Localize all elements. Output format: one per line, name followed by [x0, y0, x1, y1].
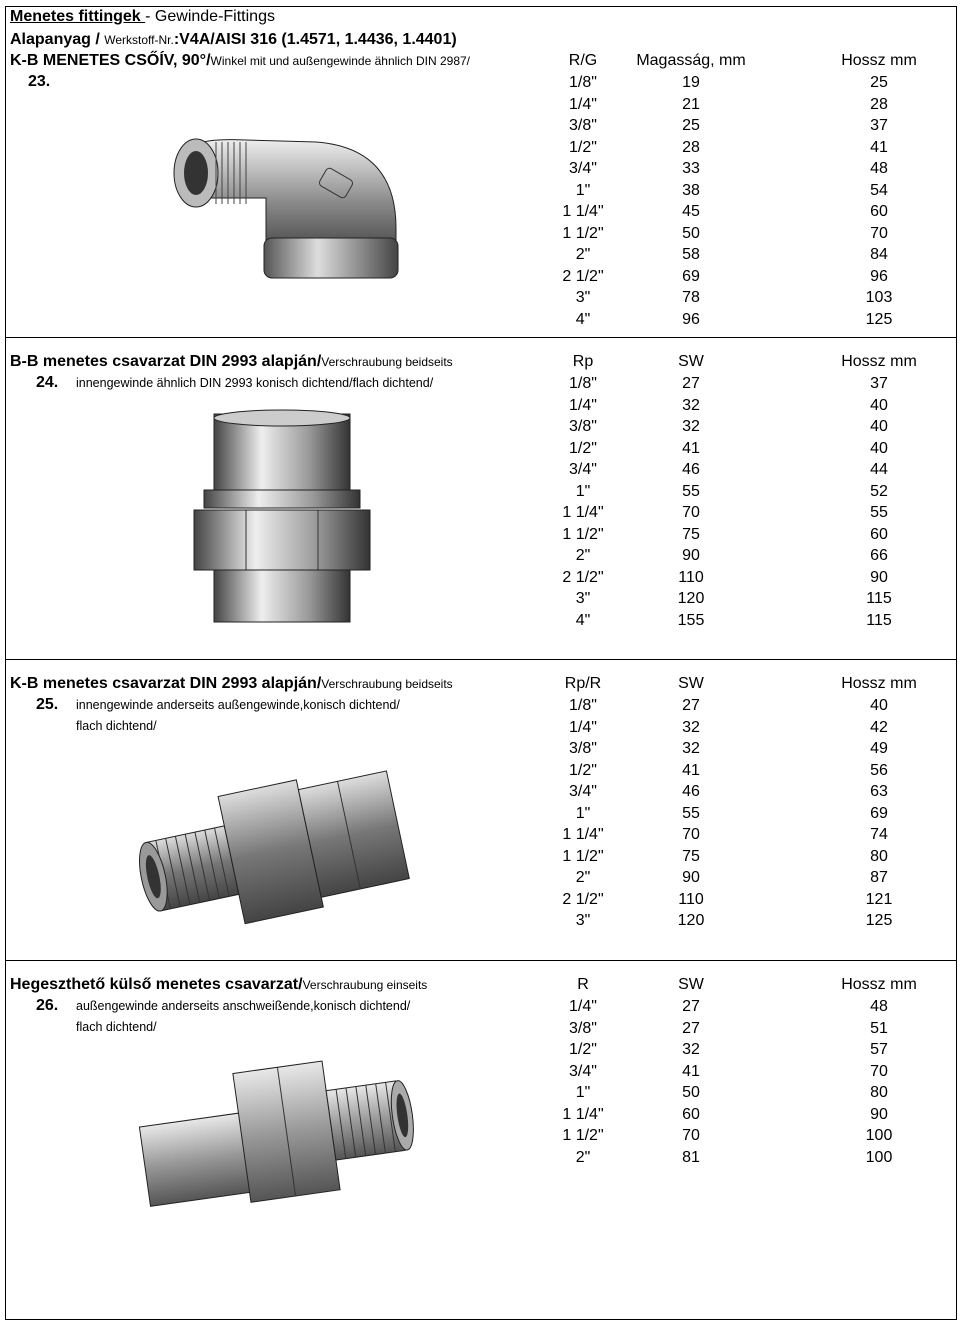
table-cell: 52 — [870, 482, 888, 500]
section-26-title: Hegeszthető külső menetes csavarzat/Verschraubung einseits — [10, 976, 428, 993]
table-cell: 100 — [865, 1148, 893, 1166]
table-cell: 69 — [682, 267, 700, 285]
table-cell: 75 — [682, 847, 700, 865]
table-cell: 57 — [870, 1041, 888, 1058]
material-label: Alapanyag / — [10, 31, 105, 48]
weld-union-image — [132, 1048, 422, 1224]
header-line-2 — [10, 30, 457, 50]
table-cell: 125 — [865, 310, 893, 328]
section-23-number: 23. — [28, 73, 51, 90]
section-23-title: K-B MENETES CSŐÍV, 90°/Winkel mit und außengewinde ähnlich DIN 2987/ — [10, 52, 471, 69]
section-25-col-2: SW — [678, 675, 704, 692]
table-cell: 80 — [870, 847, 888, 865]
table-cell: 21 — [682, 95, 700, 113]
table-cell: 80 — [870, 1084, 888, 1101]
table-cell: 69 — [870, 804, 888, 822]
section-24-col-3: Hossz mm — [841, 353, 917, 370]
table-cell: 70 — [682, 826, 700, 843]
table-cell: 32 — [682, 718, 700, 736]
divider-2 — [6, 659, 957, 660]
table-cell: 1/2" — [569, 439, 597, 457]
section-25-title: K-B menetes csavarzat DIN 2993 alapján/Verschraubung beidseits — [10, 675, 453, 692]
section-24-number: 24. — [36, 374, 59, 391]
table-cell: 41 — [870, 138, 888, 156]
table-cell: 3/8" — [569, 1019, 597, 1037]
table-cell: 110 — [678, 890, 704, 908]
table-cell: 41 — [682, 439, 700, 457]
section-25-col-1: Rp/R — [564, 675, 602, 692]
table-cell: 90 — [682, 869, 700, 886]
divider-3 — [6, 960, 957, 961]
table-cell: 25 — [870, 74, 888, 91]
table-cell: 55 — [682, 482, 700, 500]
table-cell: 1/2" — [569, 138, 597, 156]
section-24-title: B-B menetes csavarzat DIN 2993 alapján/Verschraubung beidseits — [10, 353, 453, 370]
table-cell: 3" — [575, 590, 591, 607]
table-cell: 27 — [682, 998, 700, 1015]
section-26-number: 26. — [36, 997, 59, 1014]
table-cell: 96 — [870, 267, 888, 285]
table-cell: 1/4" — [569, 95, 597, 113]
table-cell: 1/8" — [569, 74, 597, 91]
table-cell: 41 — [682, 1062, 700, 1080]
header-title-de: - Gewinde-Fittings — [145, 8, 275, 25]
material-label-de: Werkstoff-Nr. — [104, 33, 174, 47]
table-cell: 1/4" — [569, 396, 597, 414]
table-cell: 50 — [682, 224, 700, 242]
table-cell: 78 — [682, 289, 700, 306]
table-cell: 63 — [870, 783, 888, 800]
table-cell: 1 1/2" — [562, 1127, 604, 1144]
table-cell: 1/4" — [569, 998, 597, 1015]
table-cell: 32 — [682, 418, 700, 435]
section-25-col-3: Hossz mm — [841, 675, 917, 692]
table-cell: 84 — [870, 246, 888, 263]
table-cell: 74 — [870, 826, 888, 843]
section-25-number: 25. — [36, 696, 59, 713]
table-cell: 2 1/2" — [562, 890, 604, 908]
table-cell: 58 — [682, 246, 700, 263]
table-cell: 1/2" — [569, 1041, 597, 1058]
section-26-col-2: SW — [678, 976, 704, 993]
table-cell: 27 — [682, 697, 700, 714]
table-cell: 87 — [870, 869, 888, 886]
section-25-description: innengewinde anderseits außengewinde,konisch dichtend/ flach dichtend/ — [76, 698, 400, 733]
table-cell: 27 — [682, 1019, 700, 1037]
table-cell: 2" — [575, 869, 591, 886]
table-cell: 70 — [682, 1127, 700, 1144]
table-cell: 50 — [682, 1084, 700, 1101]
table-cell: 55 — [682, 804, 700, 822]
table-cell: 1" — [575, 482, 591, 500]
table-cell: 96 — [682, 310, 700, 328]
table-cell: 28 — [870, 95, 888, 113]
table-cell: 90 — [870, 1105, 888, 1123]
table-cell: 60 — [682, 1105, 700, 1123]
table-cell: 125 — [865, 912, 893, 929]
union-ff-drawing — [186, 406, 378, 630]
table-cell: 48 — [870, 998, 888, 1015]
material-spec: :V4A/AISI 316 (1.4571, 1.4436, 1.4401) — [173, 31, 457, 48]
table-cell: 1" — [575, 181, 591, 199]
table-cell: 115 — [866, 611, 892, 629]
section-24-col-2: SW — [678, 353, 704, 370]
union-fm-drawing — [130, 746, 418, 950]
table-cell: 32 — [682, 396, 700, 414]
table-cell: 1/8" — [569, 697, 597, 714]
table-cell: 120 — [677, 590, 705, 607]
table-cell: 51 — [870, 1019, 888, 1037]
table-cell: 55 — [870, 504, 888, 521]
elbow-fitting-drawing — [156, 118, 408, 304]
header-title: Menetes fittingek — [10, 8, 146, 25]
section-24-description: innengewinde ähnlich DIN 2993 konisch dichtend/flach dichtend/ — [76, 376, 434, 390]
table-cell: 4" — [575, 611, 591, 629]
section-23-col-2: Magasság, mm — [636, 52, 746, 69]
table-cell: 41 — [682, 761, 700, 779]
table-cell: 75 — [682, 525, 700, 543]
table-cell: 103 — [865, 289, 893, 306]
table-cell: 33 — [682, 160, 700, 177]
table-cell: 1 1/4" — [562, 1105, 604, 1123]
table-cell: 45 — [682, 203, 700, 220]
table-cell: 90 — [870, 568, 888, 586]
table-cell: 66 — [870, 547, 888, 564]
table-cell: 46 — [682, 461, 700, 478]
table-cell: 25 — [682, 117, 700, 134]
table-cell: 60 — [870, 203, 888, 220]
table-cell: 120 — [677, 912, 705, 929]
table-cell: 3/4" — [569, 1062, 597, 1080]
table-cell: 1" — [575, 804, 591, 822]
table-cell: 3/8" — [569, 418, 597, 435]
table-cell: 3/4" — [569, 461, 597, 478]
table-cell: 1 1/2" — [562, 525, 604, 543]
table-cell: 2" — [575, 1148, 591, 1166]
table-cell: 90 — [682, 547, 700, 564]
table-cell: 38 — [682, 181, 700, 199]
table-cell: 40 — [870, 418, 888, 435]
section-23-col-3: Hossz mm — [841, 52, 917, 69]
table-cell: 3/8" — [569, 740, 597, 757]
section-26-description: außengewinde anderseits anschweißende,konisch dichtend/ flach dichtend/ — [76, 999, 411, 1034]
table-cell: 2" — [575, 246, 591, 263]
table-cell: 60 — [870, 525, 888, 543]
table-cell: 37 — [870, 117, 888, 134]
table-cell: 28 — [682, 138, 700, 156]
table-cell: 1/8" — [569, 375, 597, 392]
table-cell: 46 — [682, 783, 700, 800]
table-cell: 4" — [575, 310, 591, 328]
divider-1 — [6, 337, 957, 338]
table-cell: 70 — [870, 1062, 888, 1080]
table-cell: 48 — [870, 160, 888, 177]
weld-union-drawing — [132, 1048, 422, 1224]
table-cell: 56 — [870, 761, 888, 779]
table-cell: 49 — [870, 740, 888, 757]
table-cell: 40 — [870, 439, 888, 457]
header-line-1 — [10, 7, 275, 27]
table-cell: 115 — [866, 590, 892, 607]
table-cell: 110 — [678, 568, 704, 586]
table-cell: 1" — [575, 1084, 591, 1101]
table-cell: 1 1/4" — [562, 203, 604, 220]
table-cell: 1/4" — [569, 718, 597, 736]
table-cell: 19 — [682, 74, 700, 91]
table-cell: 70 — [870, 224, 888, 242]
table-cell: 42 — [870, 718, 888, 736]
union-fm-image — [130, 746, 418, 950]
table-cell: 155 — [677, 611, 705, 629]
table-cell: 1/2" — [569, 761, 597, 779]
table-cell: 2" — [575, 547, 591, 564]
section-26-col-3: Hossz mm — [841, 976, 917, 993]
table-cell: 2 1/2" — [562, 267, 604, 285]
table-cell: 70 — [682, 504, 700, 521]
table-cell: 54 — [870, 181, 888, 199]
section-24-col-1: Rp — [572, 353, 594, 370]
table-cell: 32 — [682, 740, 700, 757]
table-cell: 2 1/2" — [562, 568, 604, 586]
table-cell: 3/4" — [569, 160, 597, 177]
section-26-col-1: R — [577, 976, 589, 993]
table-cell: 121 — [865, 890, 893, 908]
table-cell: 100 — [865, 1127, 893, 1144]
table-cell: 40 — [870, 396, 888, 414]
table-cell: 1 1/4" — [562, 826, 604, 843]
table-cell: 3" — [575, 289, 591, 306]
table-cell: 1 1/2" — [562, 224, 604, 242]
table-cell: 1 1/4" — [562, 504, 604, 521]
table-cell: 3" — [575, 912, 591, 929]
table-cell: 40 — [870, 697, 888, 714]
table-cell: 3/8" — [569, 117, 597, 134]
section-23-col-1: R/G — [568, 52, 598, 69]
table-cell: 27 — [682, 375, 700, 392]
table-cell: 37 — [870, 375, 888, 392]
table-cell: 3/4" — [569, 783, 597, 800]
elbow-fitting-image — [156, 118, 408, 304]
table-cell: 81 — [682, 1148, 700, 1166]
table-cell: 32 — [682, 1041, 700, 1058]
union-ff-image — [186, 406, 378, 630]
table-cell: 44 — [870, 461, 888, 478]
table-cell: 1 1/2" — [562, 847, 604, 865]
